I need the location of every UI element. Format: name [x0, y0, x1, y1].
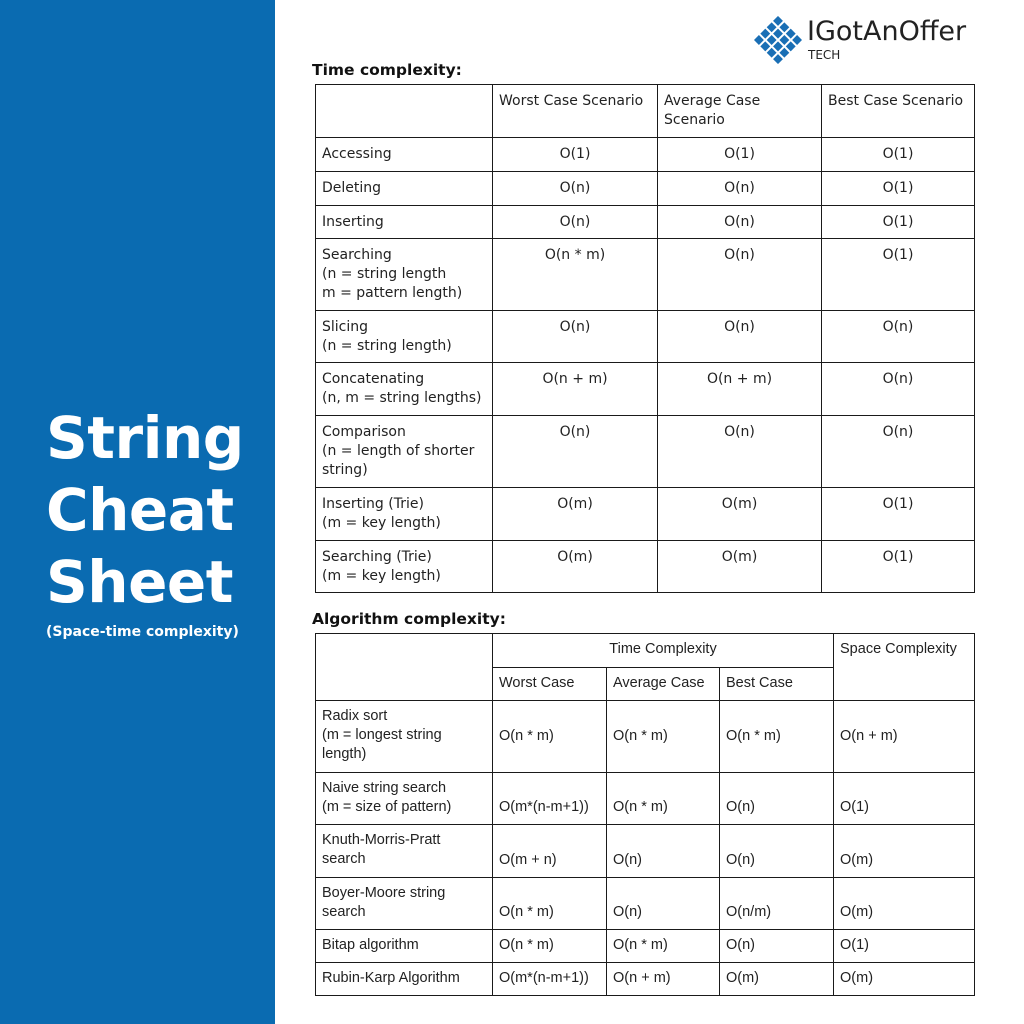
- best-case-cell: O(n): [822, 363, 975, 416]
- best-case-cell: O(1): [822, 172, 975, 206]
- table-row: [316, 825, 975, 878]
- time-complexity-table: [315, 84, 975, 593]
- average-case-cell: O(m): [658, 488, 822, 541]
- title-line: String: [46, 404, 244, 472]
- average-case-cell: O(1): [658, 138, 822, 172]
- algorithm-complexity-heading: Algorithm complexity:: [312, 610, 506, 628]
- average-case-cell: O(n): [658, 239, 822, 311]
- brand-name: IGotAnOffer: [807, 16, 967, 47]
- table-row: [316, 172, 975, 206]
- best-case-cell: O(m): [720, 963, 834, 996]
- average-case-cell: O(n + m): [607, 963, 720, 996]
- best-case-cell: O(n): [822, 416, 975, 488]
- best-case-cell: O(1): [822, 239, 975, 311]
- best-case-cell: O(n): [720, 930, 834, 963]
- space-cell: O(1): [834, 930, 975, 963]
- space-cell: O(m): [834, 825, 975, 878]
- space-cell: O(n + m): [834, 701, 975, 773]
- average-case-cell: O(n): [658, 206, 822, 239]
- average-case-cell: O(n): [607, 878, 720, 930]
- worst-case-cell: O(m*(n-m+1)): [493, 963, 607, 996]
- table-header-row: [316, 85, 975, 138]
- worst-case-cell: O(n * m): [493, 930, 607, 963]
- table-row: [316, 488, 975, 541]
- table-row: [316, 416, 975, 488]
- row-label: Deleting: [316, 172, 493, 206]
- grid-diamond-icon: [754, 16, 802, 64]
- average-case-cell: O(n * m): [607, 930, 720, 963]
- table-row: [316, 963, 975, 996]
- table-row: [316, 541, 975, 593]
- time-complexity-group-header: Time Complexity: [493, 634, 834, 668]
- header-cell: Best Case: [720, 668, 834, 701]
- header-cell: Worst Case: [493, 668, 607, 701]
- row-label: Searching (Trie) (m = key length): [316, 541, 493, 593]
- table-row: [316, 701, 975, 773]
- worst-case-cell: O(m + n): [493, 825, 607, 878]
- header-cell: Average Case: [607, 668, 720, 701]
- best-case-cell: O(1): [822, 541, 975, 593]
- space-cell: O(m): [834, 963, 975, 996]
- worst-case-cell: O(m): [493, 488, 658, 541]
- average-case-cell: O(n): [607, 825, 720, 878]
- best-case-cell: O(n): [720, 825, 834, 878]
- page-title: [46, 402, 244, 618]
- space-complexity-header: Space Complexity: [834, 634, 975, 701]
- table-row: [316, 773, 975, 825]
- best-case-cell: O(n): [822, 311, 975, 363]
- sidebar-panel: [0, 0, 275, 1024]
- best-case-cell: O(1): [822, 138, 975, 172]
- row-label: Inserting: [316, 206, 493, 239]
- average-case-cell: O(m): [658, 541, 822, 593]
- row-label: Inserting (Trie) (m = key length): [316, 488, 493, 541]
- worst-case-cell: O(n): [493, 416, 658, 488]
- row-label: Accessing: [316, 138, 493, 172]
- best-case-cell: O(n): [720, 773, 834, 825]
- worst-case-cell: O(n * m): [493, 701, 607, 773]
- row-label: Bitap algorithm: [316, 930, 493, 963]
- brand-sub: TECH: [808, 48, 841, 62]
- worst-case-cell: O(m*(n-m+1)): [493, 773, 607, 825]
- average-case-cell: O(n * m): [607, 701, 720, 773]
- row-label: Comparison (n = length of shorter string): [316, 416, 493, 488]
- space-cell: O(m): [834, 878, 975, 930]
- row-label: Slicing (n = string length): [316, 311, 493, 363]
- header-cell: Best Case Scenario: [822, 85, 975, 138]
- average-case-cell: O(n + m): [658, 363, 822, 416]
- worst-case-cell: O(n): [493, 311, 658, 363]
- row-label: Knuth-Morris-Pratt search: [316, 825, 493, 878]
- table-row: [316, 311, 975, 363]
- header-cell-empty: [316, 634, 493, 701]
- title-line: Cheat: [46, 476, 234, 544]
- table-row: [316, 239, 975, 311]
- page-subtitle: (Space-time complexity): [46, 624, 239, 640]
- space-cell: O(1): [834, 773, 975, 825]
- row-label: Rubin-Karp Algorithm: [316, 963, 493, 996]
- row-label: Boyer-Moore string search: [316, 878, 493, 930]
- table-row: [316, 363, 975, 416]
- header-cell: Worst Case Scenario: [493, 85, 658, 138]
- worst-case-cell: O(n): [493, 172, 658, 206]
- time-complexity-heading: Time complexity:: [312, 61, 462, 79]
- average-case-cell: O(n): [658, 172, 822, 206]
- average-case-cell: O(n): [658, 311, 822, 363]
- header-cell-empty: [316, 85, 493, 138]
- worst-case-cell: O(m): [493, 541, 658, 593]
- row-label: Radix sort (m = longest string length): [316, 701, 493, 773]
- worst-case-cell: O(n * m): [493, 239, 658, 311]
- best-case-cell: O(n * m): [720, 701, 834, 773]
- table-row: [316, 206, 975, 239]
- worst-case-cell: O(n): [493, 206, 658, 239]
- row-label: Concatenating (n, m = string lengths): [316, 363, 493, 416]
- worst-case-cell: O(1): [493, 138, 658, 172]
- table-header-row: [316, 634, 975, 668]
- average-case-cell: O(n): [658, 416, 822, 488]
- average-case-cell: O(n * m): [607, 773, 720, 825]
- table-row: [316, 138, 975, 172]
- best-case-cell: O(n/m): [720, 878, 834, 930]
- best-case-cell: O(1): [822, 488, 975, 541]
- row-label: Searching (n = string length m = pattern length): [316, 239, 493, 311]
- best-case-cell: O(1): [822, 206, 975, 239]
- worst-case-cell: O(n * m): [493, 878, 607, 930]
- table-row: [316, 930, 975, 963]
- worst-case-cell: O(n + m): [493, 363, 658, 416]
- title-line: Sheet: [46, 548, 233, 616]
- table-row: [316, 878, 975, 930]
- row-label: Naive string search (m = size of pattern): [316, 773, 493, 825]
- header-cell: Average Case Scenario: [658, 85, 822, 138]
- algorithm-complexity-table: [315, 633, 975, 996]
